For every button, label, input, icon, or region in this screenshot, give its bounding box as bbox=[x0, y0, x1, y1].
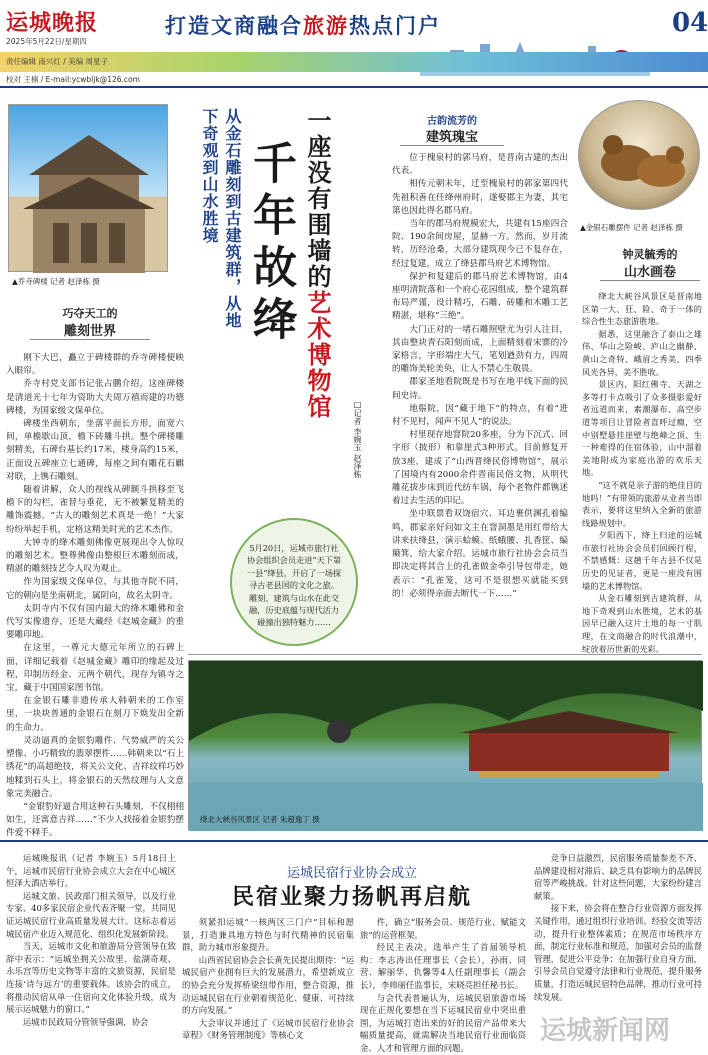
paragraph: 相传元朝末年，迁至槐泉村的郭家第四代先祖积善在任绛州府时，遂娶郡主为妻，其宅第也因此得名郡马府。 bbox=[392, 179, 568, 216]
proof-line: 校对 王楠 / E-mail:ycwbljk@126.com bbox=[6, 75, 140, 84]
paragraph: 运城市民政局分管领导强调，协会 bbox=[22, 1016, 149, 1027]
paragraph: 太阴寺内不仅有国内最大的绛木雕佛和金代写实像遗存，还是大藏经《赵城金藏》的重要雕印地。 bbox=[6, 603, 184, 641]
paragraph: 大门正对的一堵石雕照壁尤为引人注目，其由整块青石阳刻而成，上面精刻着宋寨的冷家格言，字形端庄大气，笔划遒劲有力，四周的雕饰美轮美奂，让人不禁心生敬畏。 bbox=[392, 324, 568, 375]
bottom-article-headline: 民宿业聚力扬帆再启航 bbox=[231, 884, 472, 910]
paragraph: “这不就是亲子游的绝佳目的地吗！”有带领的旅游从业者当即表示，要将这里纳入全新的旅游线路规划中。 bbox=[582, 479, 702, 528]
paragraph: 从金石雕刻到古建筑群，从地下奇观到山水胜境，艺术的基因早已融入这片土地的每一寸肌理，在文商融合的时代浪潮中，绽放着历世新的光彩。 bbox=[582, 593, 702, 654]
paragraph: 当天，运城市文化和旅游局分管领导在致辞中表示：“运城坐拥关公故里、盐湖奇观、永乐宫等历史文物等丰富的文旅资源，民宿是连接‘诗与远方’的重要载体。该协会的成立，将推动民宿从单一住宿向文化体验升级，成为展示运城魅力的窗口。” bbox=[6, 941, 176, 1015]
stele-photo-caption: ▲乔寺碑楼 记者 赵泽栋 摄 bbox=[12, 277, 100, 286]
page-slogan: 打造文商融合旅游热点门户 bbox=[165, 13, 441, 38]
paragraph: 灵动逼真的金银豹雕件、气势威严的关公塑像、小巧精致的翡翠摆件……韩朝来以“石上绣花”的高超绝技，将关公文化、吉祥纹样巧妙地糅到石头上，将金银石的天然纹理与人文意象完美融合。 bbox=[6, 735, 184, 799]
page-number: 04 bbox=[672, 8, 708, 38]
canyon-photo-caption: 绛北大峡谷风景区 记者 朱超逸丁 摄 bbox=[200, 815, 320, 824]
article-main-title: 千年故绛 bbox=[245, 140, 296, 348]
golden-stone-ornament-photo bbox=[578, 100, 700, 210]
paragraph: 在金银石雕非遗传承人韩朝来的工作室里，一块块普通的金银石在刻刀下焕发出全新的生命力。 bbox=[6, 696, 184, 733]
paragraph: 绛北大峡谷风景区是晋南地区第一大、狂、险、奇于一体的综合性生态旅游胜地。 bbox=[582, 291, 702, 327]
lead-summary-bubble bbox=[230, 518, 358, 646]
stele-tower-illustration bbox=[9, 105, 169, 273]
mid-section-title-line2: 建筑瑰宝 bbox=[400, 126, 504, 146]
paragraph: 碑楼坐西朝东，坐落平面长方形，面宽六间，单檐歇山顶，檐下砖雕斗拱。整个碑楼雕刻精美，石碑台基长约17米，楼身高约15米，正面设五碑座立七通碑，每座之间有雕花石麒对联，上镌石雕刻。 bbox=[6, 419, 184, 482]
paragraph: 运城文旅、民政部门相关领导，以及行业专家、40多家民宿企业代表齐聚一堂，共同见证运城民宿行业高质量发展大计。这标志着运城民宿产业迈入规范化、组织化发展新阶段。 bbox=[6, 890, 176, 939]
paragraph: 须紧扣运城“一核两区三门户”目标和愿景，打造兼具地方特色与时代精神的民宿集群，助力城市形象提升。 bbox=[182, 917, 354, 953]
paragraph: 作为国家级文保单位，与其他寺院不同，它的朝向是坐南朝北，属阴向，故名太阴寺。 bbox=[6, 577, 184, 601]
paragraph: 在这里，一尊元大德元年所立的石碑上面，详细记载着《赵城金藏》雕印的缘起及过程，印制历经金、元两个朝代，现存为镇寺之宝，藏于中国国家图书馆。 bbox=[6, 643, 184, 694]
ornament-photo-caption: ▲金银石雕摆件 记者 赵泽栋 摄 bbox=[580, 223, 683, 232]
header-rule bbox=[0, 86, 708, 88]
article-subtitle: 从金石雕刻到古建筑群，从地下奇观到山水胜境 bbox=[200, 108, 242, 329]
paragraph: 随着讲解，众人的视线从碑额斗拱移至飞檐下的勾栏，雀替与垂花，无不被繁复精美的雕饰震撼。“古人的雕刻艺术真是一绝！”大家纷纷举起手机，定格这精美时光的艺术杰作。 bbox=[6, 485, 184, 535]
bottom-section-rule bbox=[0, 840, 708, 842]
paragraph: 山西省民宿协会会长黄先民提出期待：“运城民宿产业拥有巨大的发展潜力，希望新成立的协会充分发挥桥梁纽带作用，整合资源，推动运城民宿在行业朝着规范化、健康、可持续的方向发展。” bbox=[182, 954, 354, 1016]
left-section-title-line2: 雕刻世界 bbox=[30, 320, 150, 340]
stele-tower-photo bbox=[8, 104, 168, 272]
paragraph: 与会代表普遍认为，运城民宿旅游市场现在正规化要想在当下运城民宿业中突出重围，为运城打造出来的好的民宿产品带来大幅质量提高，就需解决当地民宿行业面临资金、人才和管理方面的问题。 bbox=[360, 992, 526, 1053]
issue-date: 2025年5月22日/星期四 bbox=[6, 37, 87, 46]
paragraph: 当年的郡马府规模宏大，共建有15座四合院、190余间房屋，显赫一方。然而，岁月流转，历经沧桑，大部分建筑现今已不复存在，经过复建，成立了绛县郡马府艺术博物馆。 bbox=[392, 219, 568, 269]
article-byline: □记者 李婉玉 赵泽栋 bbox=[353, 400, 362, 479]
paragraph: 接下来，协会将在整合行业资源方面发挥关键作用，通过组织行业培训、经验交流等活动，提升行业整体素质；在规范市场秩序方面，制定行业标准和规范，加强对会员的监督管理，促进公平竞争；在加强行业自身方面，引导会员自觉遵守法律和行业规范，提升服务质量，打造运城民宿特色品牌，推动行业可持续发展。 bbox=[534, 903, 702, 1002]
bottom-article-kicker: 运城民宿行业协会成立 bbox=[286, 866, 417, 881]
mid-article-column bbox=[392, 152, 568, 652]
paragraph: 坐中联票看双饶宿穴、耳边裹供渊孔着编鸣，郡家亲好问如文主在窨洞墨是用红带给大讲来扶绛县，演示蛤蟆、纸蛾腰、扎香筐、编簸箕，给大家介绍。运城市旅行社协会会员当即决定将其合上的孔雀做金牵引导包带走，她表示：“孔雀笼，这可不是很想买就能买到的！必须得亲面去断代一下……” bbox=[392, 509, 568, 599]
right-section-title-line2: 山水画卷 bbox=[600, 261, 700, 281]
paragraph: 保护和复建后的郡马府艺术博物馆，由4座明清院落和一个府心花园组成，整个建筑群布局严谨，设计精巧，石雕、砖雕和木雕工艺精湛，堪称“三绝”。 bbox=[392, 271, 568, 322]
mid-section-title-line1: 古韵流芳的 bbox=[427, 116, 477, 127]
paragraph: 件，确立“服务会员、规范行业、赋能文旅”的运营框架。 bbox=[360, 917, 526, 940]
photo-top-rule bbox=[188, 654, 702, 655]
paragraph: 竞争日益激烈，民宿服务质量参差不齐、品牌建设相对滞后、缺乏具有影响力的品牌民宿等严峻挑战。针对这些问题，大家纷纷建言献策。 bbox=[534, 853, 702, 901]
right-section-title-line1: 钟灵毓秀的 bbox=[622, 248, 678, 261]
bottom-column-1 bbox=[6, 852, 176, 1042]
paragraph: 运城晚报讯（记者 李婉玉）5月18日上午，运城市民宿行业协会成立大会在中心城区恒泽大酒店举行。 bbox=[6, 853, 176, 889]
left-article-column bbox=[6, 352, 184, 839]
newspaper-logo: 运城晚报 bbox=[6, 10, 99, 36]
paragraph: 据悉，这里融合了泰山之雄伟、华山之险峻、庐山之幽静、黄山之奇特、峨眉之秀美，四季风光各异，美不胜收。 bbox=[582, 328, 702, 377]
paragraph: 郡家圣地看院既是书写在地平线下面的民间史诗。 bbox=[392, 377, 568, 401]
paragraph: 经民主表决，选举产生了首届领导机构：李志涛出任理事长（会长），孙雨、同营、解丽华、仇馨等4人任副理事长（副会长），李帅丽任监事长，宋晓亮担任秘书长。 bbox=[360, 942, 526, 990]
paragraph: 位于槐泉村的郭马府，是晋南古建的杰出代表。 bbox=[392, 153, 568, 177]
paragraph: 乔寺村党支部书记张占鹏介绍，这座碑楼是清道光十七年为资助大夫周万禧而建的功德碑楼，为国家级文保单位。 bbox=[6, 379, 184, 416]
paragraph: 夕阳西下，绛上归途的运城市旅行社协会会员们回顾行程，不禁感慨：这趟千年古县不仅是历史的见证者，更是一座没有围墙的艺术博物馆。 bbox=[582, 530, 702, 591]
paragraph: 景区内，阳红佛寺、天湖之多等打卡点吸引了众多摄影爱好者远道而来，素潮瀑布、高空步道等项目让冒险者直呼过瘾，空中别墅悬挂崖壁与绝峰之顶、生一种难得的住宿体验，山中溜着美地附成为家庭出游的欢乐天地。 bbox=[582, 379, 702, 478]
left-section-title-line1: 巧夺天工的 bbox=[62, 307, 118, 320]
paragraph: 刚下大巴，矗立于碑楼群的乔寺碑楼便映入眼帘。 bbox=[6, 353, 184, 377]
right-article-column bbox=[582, 290, 702, 654]
canyon-scenic-photo bbox=[188, 660, 702, 830]
bottom-column-2 bbox=[182, 916, 354, 1042]
paragraph: 大会审议并通过了《运城市民宿行业协会章程》《财务管理制度》等核心文 bbox=[182, 1017, 354, 1041]
paragraph: 村里现存地窨院20多座，分为下沉式、回字形（披形）和靠崖式3种形式。目前修复开放3座，建成了“山西晋绛民俗博物馆”，展示了国境内有2000余件晋南民俗文物，从明代雕花拔步床到近代纺车锅，每个老物件都镌述着过去生活的印记。 bbox=[392, 430, 568, 507]
editor-line: 责任编辑 南兴红 / 美编 周星子 bbox=[6, 57, 109, 66]
paragraph: 地鬃院，因“藏于地下”的特点，有着“进村不见村，闻声不见人”的说法。 bbox=[392, 403, 568, 428]
canyon-scene-illustration bbox=[189, 661, 703, 831]
article-title-top: 一座没有围墙的艺术博物馆 bbox=[303, 108, 332, 420]
bottom-column-3 bbox=[360, 916, 526, 1053]
paragraph: 大钟寺的绛木雕刻佛像更展现出令人惊叹的雕刻艺术。整尊佛像由整根巨木雕刻而成，精湛的雕刻技艺令人叹为观止。 bbox=[6, 537, 184, 575]
lead-summary-text: 5月20日，运城市旅行社协会组织会员走进“天下第一县”绛县，开启了一场探寻古老县国的文化之旅。雕刻、建筑与山水在此交融，历史底蕴与现代活力碰撞出独特魅力…… bbox=[246, 543, 342, 628]
ornament-illustration bbox=[579, 101, 701, 211]
site-watermark: 运城新闻网 bbox=[540, 1016, 671, 1046]
paragraph: “金银豹好逼合用这种石头雕刻，不仅栩栩如生，还寓意吉祥……”不少人找接着金银豹摆件爱不释手。 bbox=[6, 801, 184, 839]
